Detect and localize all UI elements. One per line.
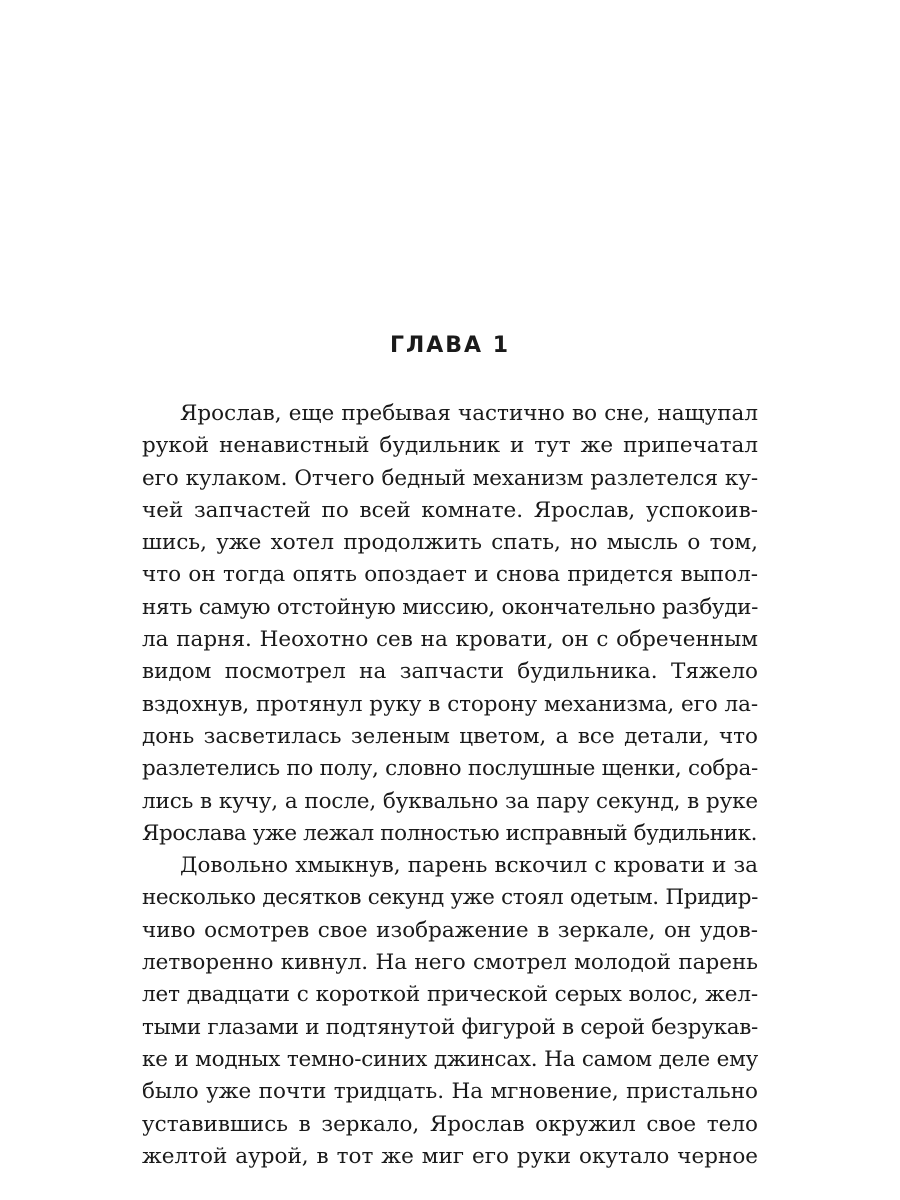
text-line: Ярослав, еще пребывая частично во сне, нащупал bbox=[180, 401, 758, 426]
text-line: ла парня. Неохотно сев на кровати, он с обреченным bbox=[142, 627, 758, 653]
text-line: рукой ненавистный будильник и тут же припечатал bbox=[142, 433, 758, 459]
text-line: Ярослава уже лежал полностью исправный будильник. bbox=[142, 820, 758, 846]
text-line: чиво осмотрев свое изображение в зеркале, он удов- bbox=[142, 917, 758, 943]
chapter-heading: ГЛАВА 1 bbox=[389, 333, 511, 358]
text-line: что он тогда опять опоздает и снова придется выпол- bbox=[142, 562, 758, 588]
text-line: летворенно кивнул. На него смотрел молодой парень bbox=[142, 950, 758, 976]
text-line: видом посмотрел на запчасти будильника. Тяжело bbox=[142, 659, 758, 685]
text-line: Довольно хмыкнув, парень вскочил с кровати и за bbox=[180, 853, 758, 879]
text-line: чей запчастей по всей комнате. Ярослав, успокоив- bbox=[142, 497, 758, 523]
text-line: несколько десятков секунд уже стоял одетым. Придир- bbox=[142, 885, 758, 911]
text-line: шись, уже хотел продолжить спать, но мысль о том, bbox=[142, 530, 758, 556]
text-line: вздохнув, протянул руку в сторону механизма, его ла- bbox=[142, 691, 758, 717]
text-line: лись в кучу, а после, буквально за пару секунд, в руке bbox=[142, 788, 758, 814]
text-line: желтой аурой, в тот же миг его руки окутало черное bbox=[142, 1143, 758, 1169]
text-line: уставившись в зеркало, Ярослав окружил свое тело bbox=[142, 1111, 758, 1137]
text-line: лет двадцати с короткой прической серых волос, жел- bbox=[142, 982, 758, 1008]
text-line: разлетелись по полу, словно послушные щенки, собра- bbox=[142, 756, 758, 782]
chapter-body bbox=[142, 398, 758, 1173]
text-line: было уже почти тридцать. На мгновение, пристально bbox=[142, 1079, 758, 1105]
text-line: тыми глазами и подтянутой фигурой в серой безрукав- bbox=[142, 1014, 758, 1040]
text-line: нять самую отстойную миссию, окончательно разбуди- bbox=[142, 594, 758, 620]
text-line: донь засветилась зеленым цветом, а все детали, что bbox=[142, 723, 758, 749]
text-line: ке и модных темно-синих джинсах. На самом деле ему bbox=[142, 1046, 758, 1072]
text-line: его кулаком. Отчего бедный механизм разлетелся ку- bbox=[142, 465, 758, 491]
